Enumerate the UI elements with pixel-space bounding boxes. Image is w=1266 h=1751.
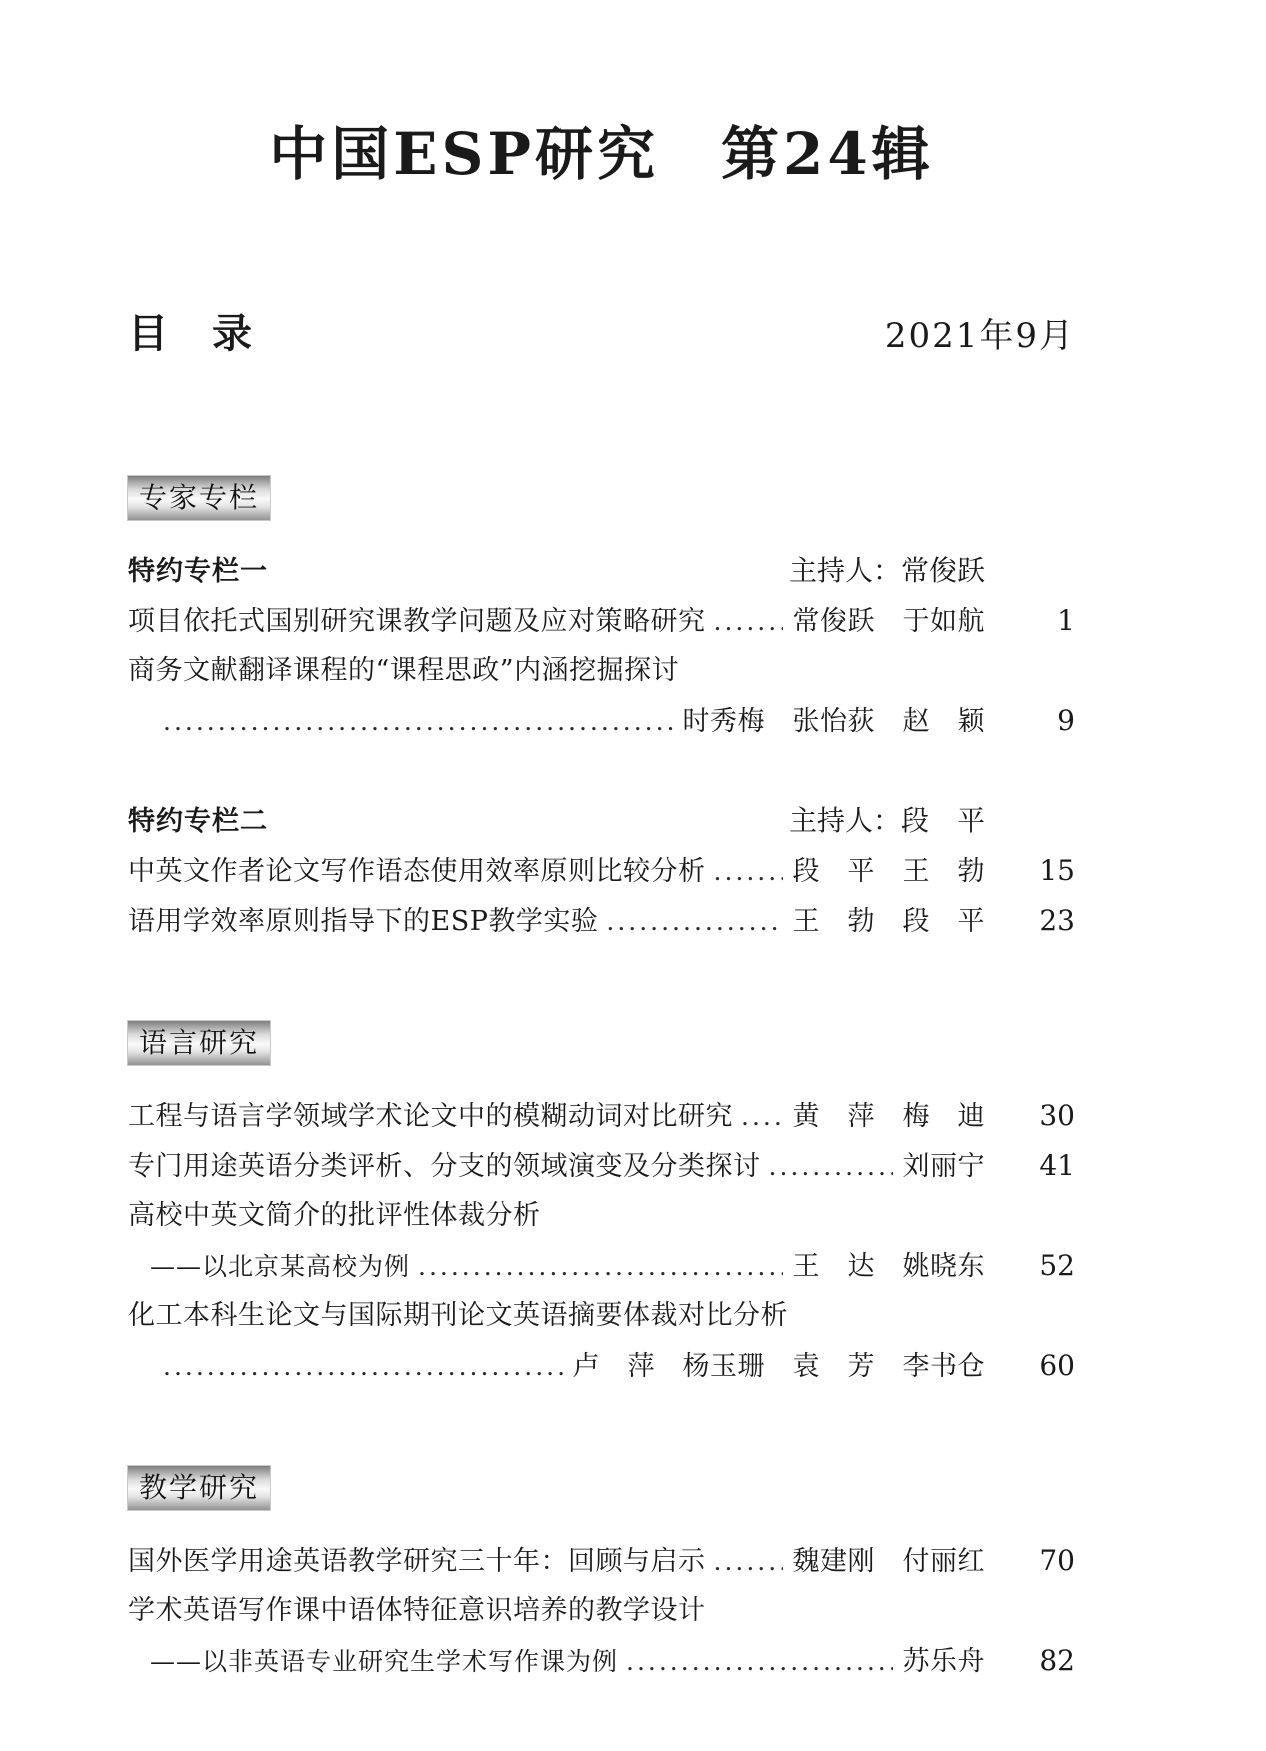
host-label: 主持人：段 平 xyxy=(788,804,985,837)
page-number: 23 xyxy=(1039,904,1075,937)
section-badge: 语言研究 xyxy=(128,1021,270,1065)
article-authors: 段 平 王 勃 xyxy=(792,856,985,887)
article-authors: 魏建刚 付丽红 xyxy=(792,1546,985,1577)
toc-entry-subtitle xyxy=(128,1241,1075,1291)
toc-row-subcolumn xyxy=(128,796,1075,846)
article-subtitle: ——以北京某高校为例 xyxy=(150,1252,411,1281)
toc-entry-continuation xyxy=(128,1341,1075,1391)
article-authors: 卢 萍 杨玉珊 袁 芳 李书仓 xyxy=(572,1351,985,1382)
article-authors: 王 达 姚晓东 xyxy=(792,1251,985,1282)
section-rows xyxy=(128,1536,1075,1686)
article-title: 项目依托式国别研究课教学问题及应对策略研究 xyxy=(128,606,706,637)
toc-entry-title-only xyxy=(128,1291,1075,1341)
subcolumn-title: 特约专栏一 xyxy=(128,556,268,587)
dotted-leader xyxy=(626,1637,892,1687)
article-authors: 常俊跃 于如航 xyxy=(792,606,985,637)
page-number: 52 xyxy=(1039,1249,1075,1282)
toc-entry-title-only xyxy=(128,646,1075,696)
article-authors: 王 勃 段 平 xyxy=(792,906,985,937)
page-number: 60 xyxy=(1039,1349,1075,1382)
page-number: 15 xyxy=(1039,854,1075,887)
dotted-leader xyxy=(163,697,673,747)
dotted-leader xyxy=(714,847,783,897)
article-authors: 黄 萍 梅 迪 xyxy=(792,1101,985,1132)
section-teaching-research xyxy=(128,1466,1075,1686)
toc-entry-subtitle xyxy=(128,1636,1075,1686)
article-title: 商务文献翻译课程的“课程思政”内涵挖掘探讨 xyxy=(128,655,680,686)
section-language-research xyxy=(128,1021,1075,1391)
dotted-leader xyxy=(769,1142,893,1192)
section-badge: 专家专栏 xyxy=(128,476,270,520)
toc-entry xyxy=(128,846,1075,896)
book-title: 中国ESP研究 第24辑 xyxy=(269,120,934,188)
page-number: 1 xyxy=(1057,604,1075,637)
article-title: 中英文作者论文写作语态使用效率原则比较分析 xyxy=(128,856,706,887)
dotted-leader xyxy=(714,1537,783,1587)
article-title: 学术英语写作课中语体特征意识培养的教学设计 xyxy=(128,1595,706,1626)
article-authors: 苏乐舟 xyxy=(902,1646,985,1677)
page-number: 9 xyxy=(1057,704,1075,737)
toc-entry xyxy=(128,1091,1075,1141)
dotted-leader xyxy=(163,1342,563,1392)
issue-date: 2021年9月 xyxy=(884,316,1075,356)
toc-entry xyxy=(128,896,1075,946)
toc-row-subcolumn xyxy=(128,546,1075,596)
article-title: 工程与语言学领域学术论文中的模糊动词对比研究 xyxy=(128,1101,733,1132)
section-rows xyxy=(128,546,1075,946)
dotted-leader xyxy=(741,1092,783,1142)
article-title: 语用学效率原则指导下的ESP教学实验 xyxy=(128,906,599,937)
section-rows xyxy=(128,1091,1075,1391)
dotted-leader xyxy=(606,897,782,947)
article-authors: 时秀梅 张怡荻 赵 颖 xyxy=(682,706,985,737)
page-number: 82 xyxy=(1039,1644,1075,1677)
dotted-leader xyxy=(714,597,783,647)
toc-entry xyxy=(128,1536,1075,1586)
toc-entry xyxy=(128,596,1075,646)
page-number: 41 xyxy=(1039,1149,1075,1182)
article-title: 国外医学用途英语教学研究三十年：回顾与启示 xyxy=(128,1546,706,1577)
dotted-leader xyxy=(418,1242,782,1292)
subcolumn-title: 特约专栏二 xyxy=(128,806,268,837)
toc-entry-continuation xyxy=(128,696,1075,746)
toc-entry-title-only xyxy=(128,1191,1075,1241)
page-number: 30 xyxy=(1039,1099,1075,1132)
section-expert-column xyxy=(128,476,1075,946)
toc-header xyxy=(128,312,1075,358)
toc-label: 目 录 xyxy=(128,310,254,357)
toc-entry xyxy=(128,1141,1075,1191)
article-title: 高校中英文简介的批评性体裁分析 xyxy=(128,1200,541,1231)
article-title: 化工本科生论文与国际期刊论文英语摘要体裁对比分析 xyxy=(128,1300,788,1331)
article-authors: 刘丽宁 xyxy=(902,1151,985,1182)
article-title: 专门用途英语分类评析、分支的领域演变及分类探讨 xyxy=(128,1151,761,1182)
page-number: 70 xyxy=(1039,1544,1075,1577)
host-label: 主持人：常俊跃 xyxy=(788,554,985,587)
toc-entry-title-only xyxy=(128,1586,1075,1636)
section-badge: 教学研究 xyxy=(128,1466,270,1510)
article-subtitle: ——以非英语专业研究生学术写作课为例 xyxy=(150,1647,619,1676)
